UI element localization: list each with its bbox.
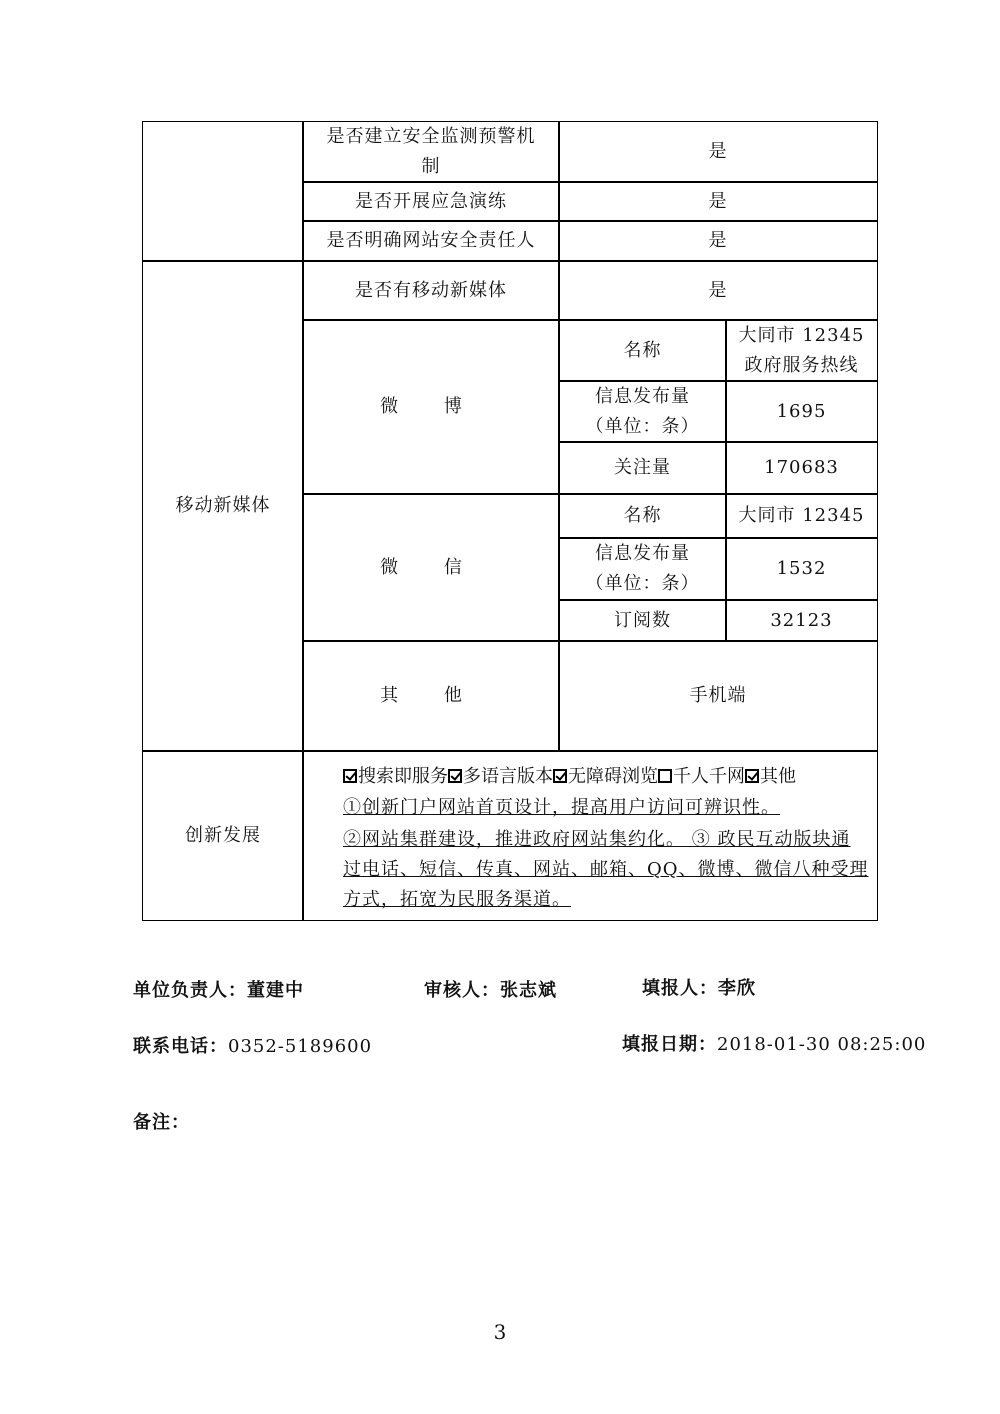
security-owner-label: 是否明确网站安全责任人	[302, 220, 560, 262]
innovation-option-label: 无障碍浏览	[568, 766, 658, 787]
weibo-posts-label: 信息发布量 （单位：条）	[558, 380, 727, 443]
weibo-followers-value: 170683	[725, 441, 878, 495]
innovation-option-label: 其他	[760, 766, 796, 787]
innovation-content	[302, 750, 878, 921]
innovation-note-1: ①创新门户网站首页设计，提高用户访问可辨识性。	[343, 797, 780, 818]
weibo-name-value: 大同市 12345 政府服务热线	[725, 319, 878, 382]
weibo-label: 微 博	[302, 319, 560, 495]
phone-value: 0352-5189600	[228, 1036, 373, 1057]
wechat-subscribers-value: 32123	[725, 599, 878, 642]
weibo-posts-value: 1695	[725, 380, 878, 443]
innovation-option-checkbox[interactable]	[448, 769, 462, 783]
innovation-note-2: ②网站集群建设，推进政府网站集约化。 ③ 政民互动版块通过电话、短信、传真、网站、邮箱、QQ、微博、微信八种受理方式，拓宽为民服务渠道。	[343, 829, 869, 910]
security-monitoring-value: 是	[558, 121, 878, 183]
other-media-value: 手机端	[558, 640, 878, 752]
section-label-blank	[142, 121, 304, 262]
security-owner-value: 是	[558, 220, 878, 262]
remarks-label: 备注：	[133, 1112, 190, 1133]
reviewer	[424, 976, 557, 1002]
innovation-options	[343, 765, 796, 789]
reviewer-value: 张志斌	[500, 980, 557, 1001]
mobile-media-section-label: 移动新媒体	[142, 260, 304, 752]
date-value: 2018-01-30 08:25:00	[717, 1034, 927, 1055]
filler	[642, 974, 756, 1000]
unit-head	[133, 976, 304, 1002]
reviewer-label: 审核人：	[424, 980, 500, 1001]
fill-date	[622, 1030, 926, 1056]
filler-value: 李欣	[718, 978, 756, 999]
wechat-label: 微 信	[302, 493, 560, 642]
innovation-label: 创新发展	[142, 750, 304, 921]
contact-phone	[133, 1032, 372, 1058]
wechat-name-value: 大同市 12345	[725, 493, 878, 539]
innovation-option-checkbox[interactable]	[658, 769, 672, 783]
wechat-posts-value: 1532	[725, 537, 878, 601]
weibo-followers-label: 关注量	[558, 441, 727, 495]
innovation-option-label: 搜索即服务	[358, 766, 448, 787]
date-label: 填报日期：	[622, 1034, 717, 1055]
innovation-option-label: 千人千网	[673, 766, 745, 787]
wechat-name-label: 名称	[558, 493, 727, 539]
emergency-drill-value: 是	[558, 181, 878, 222]
weibo-name-label: 名称	[558, 319, 727, 382]
innovation-option-checkbox[interactable]	[553, 769, 567, 783]
emergency-drill-label: 是否开展应急演练	[302, 181, 560, 222]
innovation-option-checkbox[interactable]	[745, 769, 759, 783]
wechat-posts-label: 信息发布量 （单位：条）	[558, 537, 727, 601]
has-mobile-media-label: 是否有移动新媒体	[302, 260, 560, 321]
unit-head-value: 董建中	[247, 980, 304, 1001]
innovation-option-label: 多语言版本	[463, 766, 553, 787]
unit-head-label: 单位负责人：	[133, 980, 247, 1001]
filler-label: 填报人：	[642, 978, 718, 999]
phone-label: 联系电话：	[133, 1036, 228, 1057]
has-mobile-media-value: 是	[558, 260, 878, 321]
other-media-label: 其 他	[302, 640, 560, 752]
security-monitoring-label: 是否建立安全监测预警机制	[302, 121, 560, 183]
wechat-subscribers-label: 订阅数	[558, 599, 727, 642]
page-number: 3	[493, 1320, 507, 1344]
innovation-option-checkbox[interactable]	[343, 769, 357, 783]
